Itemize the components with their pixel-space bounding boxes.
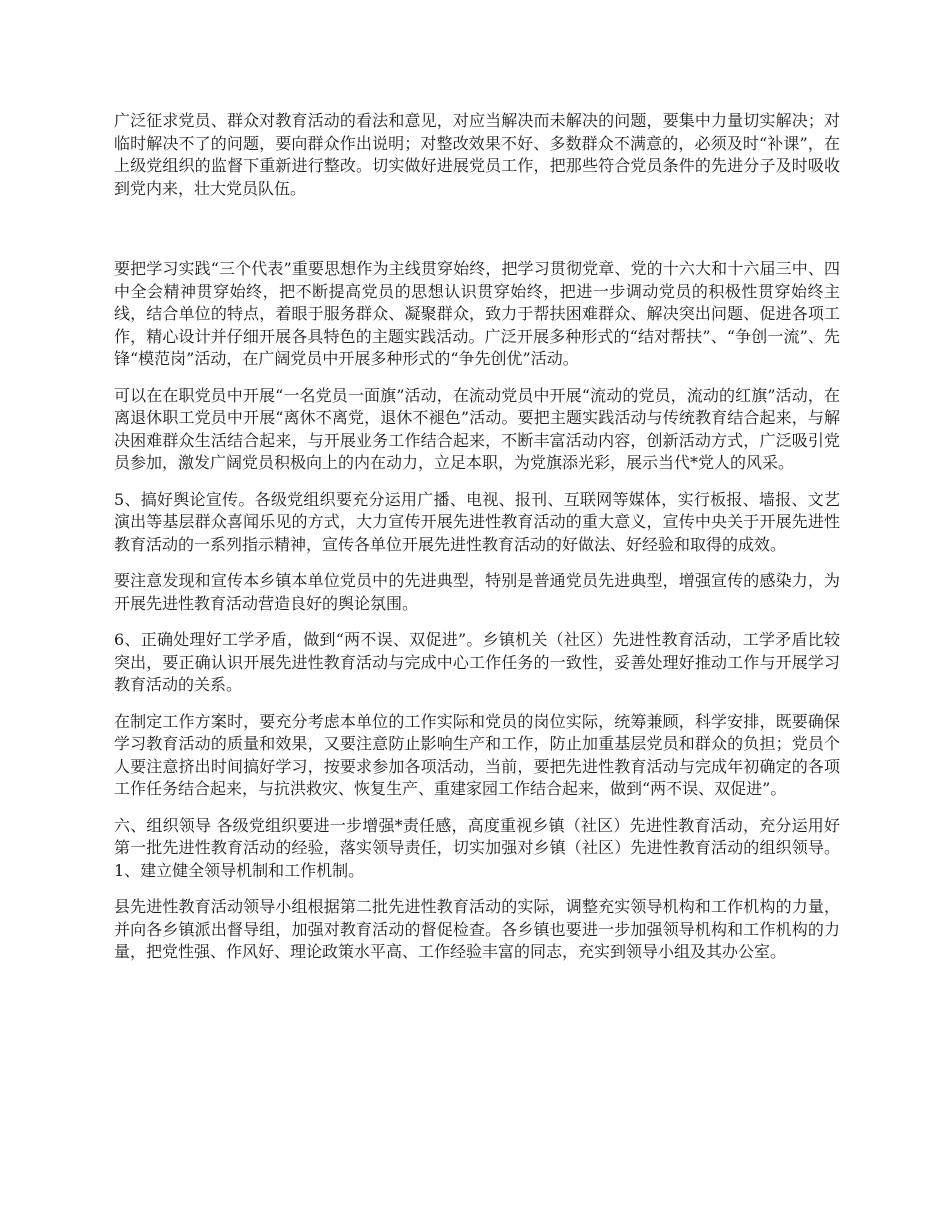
document-page (114, 110, 840, 978)
paragraph-4: 5、搞好舆论宣传。各级党组织要充分运用广播、电视、报刊、互联网等媒体，实行板报、墙报、文艺演出等基层群众喜闻乐见的方式，大力宣传开展先进性教育活动的重大意义，宣传中央关于开展先进性教育活动的一系列指示精神，宣传各单位开展先进性教育活动的好做法、好经验和取得的成效。 (114, 489, 840, 554)
paragraph-8: 六、组织领导 各级党组织要进一步增强*责任感，高度重视乡镇（社区）先进性教育活动，充分运用好第一批先进性教育活动的经验，落实领导责任，切实加强对乡镇（社区）先进性教育活动的组织领导。 1、建立健全领导机制和工作机制。 (114, 815, 840, 880)
paragraph-1: 广泛征求党员、群众对教育活动的看法和意见，对应当解决而未解决的问题，要集中力量切实解决；对临时解决不了的问题，要向群众作出说明；对整改效果不好、多数群众不满意的，必须及时“补课”，在上级党组织的监督下重新进行整改。切实做好进展党员工作，把那些符合党员条件的先进分子及时吸收到党内来，壮大党员队伍。 (114, 111, 840, 198)
paragraph-3: 可以在在职党员中开展“一名党员一面旗”活动，在流动党员中开展“流动的党员，流动的红旗”活动，在离退休职工党员中开展“离休不离党，退休不褪色”活动。要把主题实践活动与传统教育结合起来，与解决困难群众生活结合起来，与开展业务工作结合起来，不断丰富活动内容，创新活动方式，广泛吸引党员参加，激发广阔党员积极向上的内在动力，立足本职，为党旗添光彩，展示当代*党人的风采。 (114, 385, 840, 472)
paragraph-9: 县先进性教育活动领导小组根据第二批先进性教育活动的实际，调整充实领导机构和工作机构的力量，并向各乡镇派出督导组，加强对教育活动的督促检查。各乡镇也要进一步加强领导机构和工作机构的力量，把党性强、作风好、理论政策水平高、工作经验丰富的同志，充实到领导小组及其办公室。 (114, 897, 840, 961)
paragraph-2: 要把学习实践“三个代表”重要思想作为主线贯穿始终，把学习贯彻党章、党的十六大和十六届三中、四中全会精神贯穿始终，把不断提高党员的思想认识贯穿始终，把进一步调动党员的积极性贯穿始终主线，结合单位的特点，着眼于服务群众、凝聚群众，致力于帮扶困难群众、解决突出问题、促进各项工作，精心设计并仔细开展各具特色的主题实践活动。广泛开展多种形式的“结对帮扶”、“争创一流”、先锋“模范岗”活动，在广阔党员中开展多种形式的“争先创优”活动。 (114, 259, 840, 368)
paragraph-6: 6、正确处理好工学矛盾，做到“两不误、双促进”。乡镇机关（社区）先进性教育活动，工学矛盾比较突出，要正确认识开展先进性教育活动与完成中心工作任务的一致性，妥善处理好推动工作与开展学习教育活动的关系。 (114, 630, 840, 694)
paragraph-5: 要注意发现和宣传本乡镇本单位党员中的先进典型，特别是普通党员先进典型，增强宣传的感染力，为开展先进性教育活动营造良好的舆论氛围。 (114, 571, 840, 613)
paragraph-7: 在制定工作方案时，要充分考虑本单位的工作实际和党员的岗位实际，统筹兼顾，科学安排，既要确保学习教育活动的质量和效果，又要注意防止影响生产和工作，防止加重基层党员和群众的负担；党员个人要注意挤出时间搞好学习，按要求参加各项活动，当前，要把先进性教育活动与完成年初确定的各项工作任务结合起来，与抗洪救灾、恢复生产、重建家园工作结合起来，做到“两不误、双促进”。 (114, 711, 840, 798)
paragraph-gap (114, 214, 840, 258)
